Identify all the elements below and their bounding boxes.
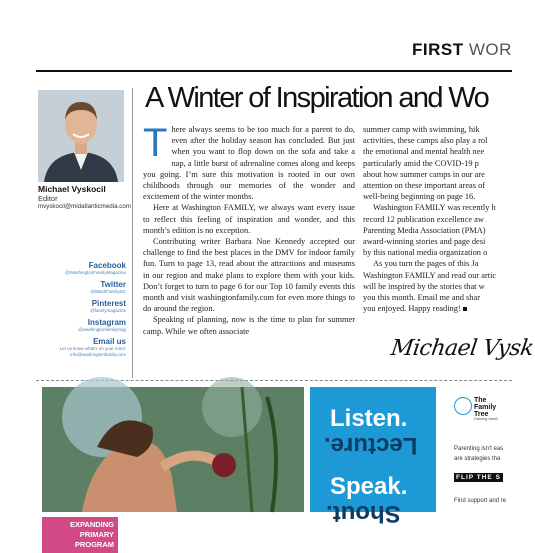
text-line	[363, 303, 512, 314]
article-column-1	[143, 121, 355, 337]
social-pinterest[interactable]	[90, 299, 126, 314]
tree-tagline: Raising famili	[474, 416, 498, 421]
tree-copy: Find support and re	[454, 498, 507, 504]
badge-line: PRIMARY	[79, 530, 114, 539]
drop-cap: T	[143, 121, 168, 165]
text-line: particularly amid the COVID-19 p	[363, 158, 479, 168]
author-email[interactable]: mvyskocil@midatlanticmedia.com	[38, 203, 131, 210]
tree-copy: Parenting isn't eas	[454, 446, 504, 452]
ad-photo[interactable]	[42, 387, 304, 549]
flip-the-script-banner: FLIP THE S	[456, 474, 501, 481]
article-title: A Winter of Inspiration and Wo	[145, 82, 489, 114]
column-divider	[132, 88, 133, 378]
tree-logo-icon	[454, 397, 472, 415]
author-role: Editor	[38, 194, 58, 203]
social-network-label: Twitter	[100, 280, 126, 289]
paragraph: here always seems to be too much for a parent to do, even after the holiday season has concluded. But just when you want to flop down on the sofa and take a nap, a little burst of adrenaline comes along and keeps you going. I’m sure this motivation is rooted in our own childhoods through our memories of the wonder and excitement of the winter months.	[143, 125, 355, 202]
text-line: Parenting Media Association (PMA)	[363, 225, 486, 235]
social-handle[interactable]: Let us know what's on your mind: info@washingtonfamily.com	[59, 346, 126, 357]
social-email[interactable]	[46, 337, 126, 358]
paragraph: Here at Washington FAMILY, we always want every issue to reflect this feeling of inspiration and wonder, and this month’s edition is no exception.	[143, 203, 355, 235]
social-network-label: Instagram	[87, 318, 126, 327]
program-badge	[42, 517, 118, 553]
text-line: Washington FAMILY and read our artic	[363, 270, 497, 280]
text-line: attention on these important areas of	[363, 181, 486, 191]
ad-word-flipped: Shout.	[326, 500, 401, 527]
social-handle[interactable]: @familymagazine	[90, 308, 126, 313]
social-network-label: Facebook	[88, 261, 126, 270]
end-mark-icon	[463, 307, 467, 311]
tree-copy: are strategies tha	[454, 456, 501, 462]
ad-listen-speak[interactable]	[310, 387, 436, 527]
text-line: will be inspired by the stories that w	[363, 281, 485, 291]
ad-word-flipped: Lecture.	[324, 432, 418, 459]
text-line: summer camp with swimming, hik	[363, 125, 480, 134]
text-line: award-winning stories and page desi	[363, 237, 486, 247]
brand-line: Tree	[474, 411, 489, 418]
text-line: you this month. Email me and shar	[363, 293, 481, 303]
paragraph: Speaking of planning, now is the time to plan for summer camp. While we often associate	[143, 315, 355, 336]
text-line: record 12 publication excellence aw	[363, 214, 484, 224]
brand-line: The	[474, 397, 487, 404]
social-network-label: Email us	[93, 337, 126, 346]
section-header	[412, 40, 512, 60]
tree-brand-name	[474, 397, 496, 418]
social-network-label: Pinterest	[91, 299, 126, 308]
text-line: well-being beginning on page 16.	[363, 192, 476, 202]
text-line: about how summer camps in our are	[363, 169, 485, 179]
text-line: As you turn the pages of this Ja	[373, 259, 479, 269]
text-line: activities, these camps also play a rol	[363, 136, 488, 146]
ad-family-tree[interactable]	[446, 387, 512, 512]
social-instagram[interactable]	[78, 318, 126, 333]
social-facebook[interactable]	[65, 261, 126, 276]
social-twitter[interactable]	[90, 280, 126, 295]
paragraph: Contributing writer Barbara Noe Kennedy accepted our challenge to find the best places in the DMV for indoor family fun. Turn to page 13, read about the attractions and museums in our region and make plans to explore them with your kids. Don’t forget to turn to page 6 for our Top 10 family events this month and visit washingtonfamily.com for even more things to do around the region.	[143, 237, 355, 314]
text-line: by this national media organization o	[363, 248, 488, 258]
brand-line: Family	[474, 404, 497, 411]
social-handle[interactable]: @WashFamilyDC	[90, 289, 126, 294]
editor-photo	[38, 90, 124, 182]
text-line: Washington FAMILY was recently h	[373, 203, 496, 213]
editor-signature: Michael Vysk	[389, 336, 535, 361]
section-label-bold: FIRST	[412, 40, 464, 59]
badge-line: PROGRAM	[74, 540, 114, 549]
section-label-light: WOR	[468, 40, 512, 59]
text-line: the emotional and mental health nee	[363, 147, 485, 157]
article-column-2	[363, 124, 512, 314]
badge-line: EXPANDING	[69, 520, 114, 529]
author-name: Michael Vyskocil	[38, 184, 106, 194]
header-rule	[36, 70, 512, 72]
ad-word: Speak.	[330, 473, 408, 500]
ad-word: Listen.	[330, 405, 408, 432]
social-handle[interactable]: @washingtonfamilymag	[78, 327, 126, 332]
closing-line: you enjoyed. Happy reading!	[363, 304, 461, 314]
social-handle[interactable]: @WashingtonFamilyMagazine	[65, 270, 126, 275]
